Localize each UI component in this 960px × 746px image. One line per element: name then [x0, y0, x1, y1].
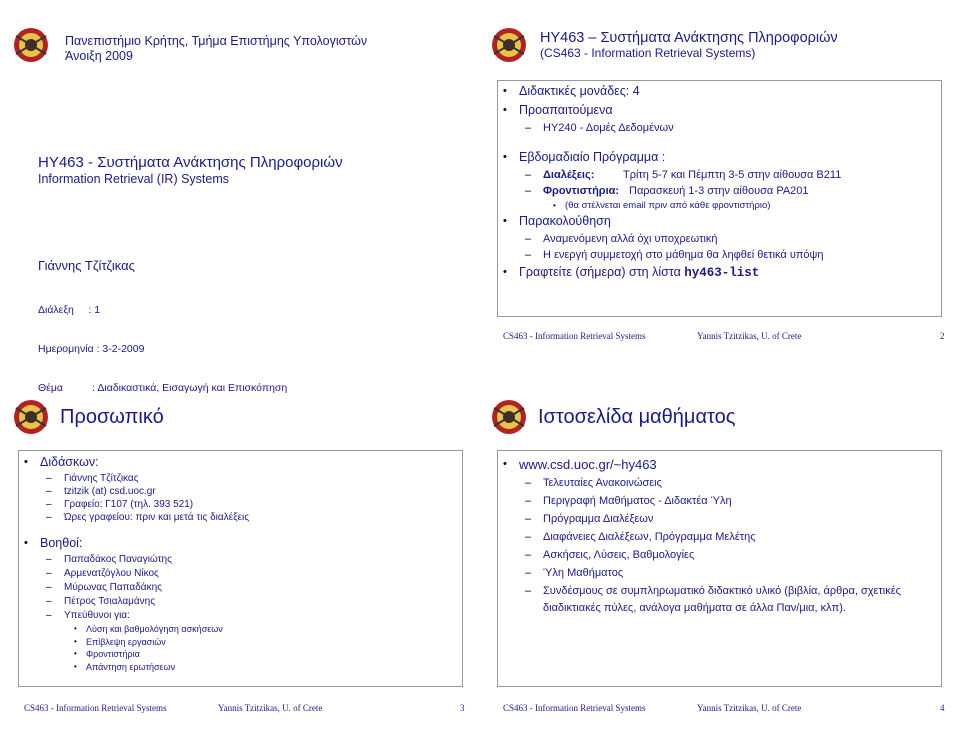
university-name: Πανεπιστήμιο Κρήτης, Τμήμα Επιστήμης Υπολογιστών Άνοιξη 2009: [65, 34, 368, 63]
lecture-info: Διάλεξη : 1 Ημερομηνία : 3-2-2009 Θέμα : Διαδικαστικά, Εισαγωγή και Επισκόπηση: [38, 304, 288, 394]
list-item: – Τελευταίες Ανακοινώσεις: [503, 474, 901, 492]
course-title: ΗΥ463 - Συστήματα Ανάκτησης Πληροφοριών: [38, 154, 343, 171]
slide3-content: [24, 453, 249, 673]
list-item: – Παπαδάκος Παναγιώτης: [24, 553, 249, 567]
list-item: – Διαλέξεις: Τρίτη 5-7 και Πέμπτη 3-5 στην αίθουσα Β211: [503, 167, 841, 183]
lecturer-name: Γιάννης Τζίτζικας: [38, 258, 135, 273]
footer-course: CS463 - Information Retrieval Systems: [503, 331, 646, 341]
list-item: • Βοηθοί:: [24, 534, 249, 553]
list-item: – Μύρωνας Παπαδάκης: [24, 581, 249, 595]
list-item: – Αναμενόμενη αλλά όχι υποχρεωτική: [503, 231, 841, 247]
list-item: • Διδακτικές μονάδες: 4: [503, 82, 841, 101]
list-item: • Γραφτείτε (σήμερα) στη λίστα hy463-list: [503, 263, 841, 283]
page-number: 2: [940, 331, 945, 341]
list-item: – Η ενεργή συμμετοχή στο μάθημα θα ληφθεί θετικά υπόψη: [503, 247, 841, 263]
page-number: 4: [940, 703, 945, 713]
footer-course: CS463 - Information Retrieval Systems: [503, 703, 646, 713]
footer-author: Yannis Tzitzikas, U. of Crete: [218, 703, 323, 713]
footer-author: Yannis Tzitzikas, U. of Crete: [697, 331, 802, 341]
slide-title: Προσωπικό: [60, 406, 164, 428]
slide2-content: [503, 82, 841, 283]
course-subtitle: Information Retrieval (IR) Systems: [38, 172, 230, 186]
list-item: – Ύλη Μαθήματος: [503, 564, 901, 582]
list-item: – Συνδέσμους σε συμπληρωματικό διδακτικό υλικό (βιβλία, άρθρα, σχετικές: [503, 582, 901, 600]
list-item: – Γραφείο: Γ107 (τηλ. 393 521): [24, 498, 249, 511]
list-item: • Διδάσκων:: [24, 453, 249, 472]
course-url-link[interactable]: • www.csd.uoc.gr/~hy463: [503, 455, 901, 474]
list-item: – Ασκήσεις, Λύσεις, Βαθμολογίες: [503, 546, 901, 564]
university-logo-icon: [490, 398, 528, 436]
university-logo-icon: [12, 398, 50, 436]
list-item: • Λύση και βαθμολόγηση ασκήσεων: [24, 623, 249, 636]
list-item: – Αρμενατζόγλου Νίκος: [24, 567, 249, 581]
list-item: – Ώρες γραφείου: πριν και μετά τις διαλέξεις: [24, 511, 249, 524]
list-item-continuation: διαδικτιακές πύλες, ανάλογα μαθήματα σε άλλα Παν/μια, κλπ).: [543, 602, 846, 614]
slide4-content: [503, 455, 901, 616]
list-item: – Πρόγραμμα Διαλέξεων: [503, 510, 901, 528]
footer-course: CS463 - Information Retrieval Systems: [24, 703, 167, 713]
list-item: • Προαπαιτούμενα: [503, 101, 841, 120]
footer-author: Yannis Tzitzikas, U. of Crete: [697, 703, 802, 713]
slide-title: Ιστοσελίδα μαθήματος: [538, 406, 736, 428]
list-item: – Πέτρος Τσιαλαμάνης: [24, 595, 249, 609]
list-item: – Υπεύθυνοι για:: [24, 609, 249, 623]
mailing-list-name: hy463-list: [684, 266, 760, 280]
list-item: – Γιάννης Τζίτζικας: [24, 472, 249, 485]
list-item: • Φροντιστήρια: [24, 648, 249, 661]
page-number: 3: [460, 703, 465, 713]
list-item: – Φροντιστήρια: Παρασκευή 1-3 στην αίθουσα ΡΑ201: [503, 183, 841, 199]
list-item: – Διαφάνειες Διαλέξεων, Πρόγραμμα Μελέτης: [503, 528, 901, 546]
list-item: – Περιγραφή Μαθήματος - Διδακτέα Ύλη: [503, 492, 901, 510]
university-logo-icon: [490, 26, 528, 64]
list-item: – tzitzik (at) csd.uoc.gr: [24, 485, 249, 498]
list-item: • Παρακολούθηση: [503, 212, 841, 231]
list-item: • Εβδομαδιαίο Πρόγραμμα :: [503, 148, 841, 167]
list-item: – ΗΥ240 - Δομές Δεδομένων: [503, 120, 841, 136]
list-item: • Απάντηση ερωτήσεων: [24, 661, 249, 674]
list-item: • (θα στέλνεται email πριν από κάθε φροντιστήριο): [503, 199, 841, 212]
slide-header: ΗΥ463 – Συστήματα Ανάκτησης Πληροφοριών (CS463 - Information Retrieval Systems): [540, 30, 838, 60]
university-logo-icon: [12, 26, 50, 64]
list-item: • Επίβλεψη εργασιών: [24, 636, 249, 649]
